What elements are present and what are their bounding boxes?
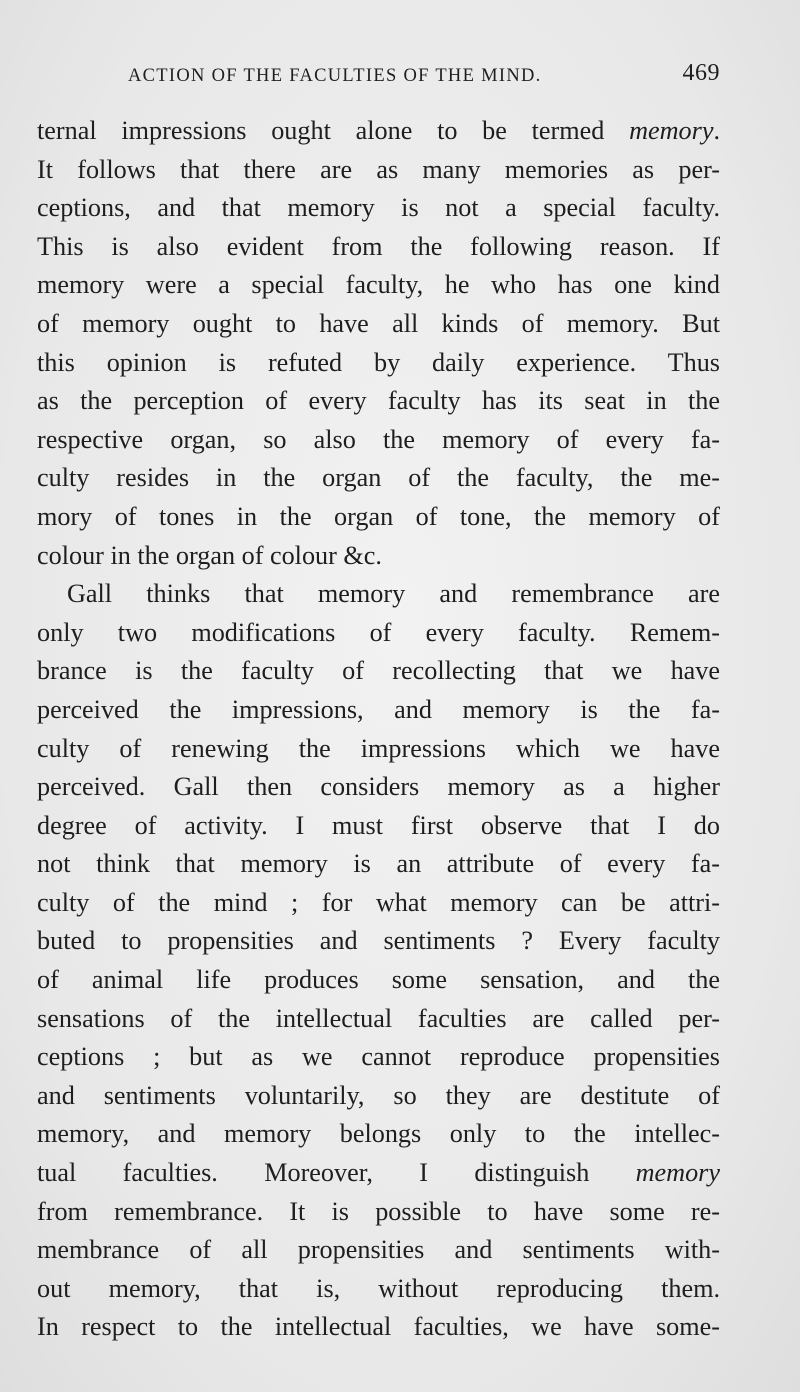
text-segment: mory of tones in the organ of tone, the memory of <box>37 501 720 531</box>
text-line <box>37 459 720 498</box>
text-segment: In respect to the intellectual faculties, we have some- <box>37 1312 720 1342</box>
text-segment: respective organ, so also the memory of every fa- <box>37 424 720 454</box>
text-segment: culty of the mind ; for what memory can be attri- <box>37 887 720 917</box>
text-line <box>37 498 720 537</box>
text-line <box>37 228 720 267</box>
text-line <box>37 922 720 961</box>
text-segment: membrance of all propensities and sentiments with- <box>37 1235 720 1265</box>
text-line <box>37 845 720 884</box>
text-segment: brance is the faculty of recollecting that we have <box>37 656 720 686</box>
text-segment: ternal impressions ought alone to be termed <box>37 116 630 145</box>
text-line <box>37 421 720 460</box>
text-line <box>37 537 720 576</box>
text-segment: culty resides in the organ of the faculty, the me- <box>37 463 720 493</box>
text-segment: of animal life produces some sensation, and the <box>37 965 720 995</box>
text-line <box>37 614 720 653</box>
text-line <box>37 1154 720 1193</box>
text-segment: not think that memory is an attribute of every fa- <box>37 849 720 879</box>
text-segment: and sentiments voluntarily, so they are destitute of <box>37 1080 720 1110</box>
text-segment: ceptions, and that memory is not a special faculty. <box>37 193 720 223</box>
text-line <box>37 1000 720 1039</box>
text-line <box>37 151 720 190</box>
text-segment: colour in the organ of colour &c. <box>37 540 382 570</box>
text-segment: tual faculties. Moreover, I distinguish <box>37 1158 636 1188</box>
text-line <box>37 1270 720 1309</box>
text-line <box>37 768 720 807</box>
text-line <box>37 344 720 383</box>
text-line <box>37 884 720 923</box>
text-line <box>37 1231 720 1270</box>
text-line <box>37 1038 720 1077</box>
text-line <box>37 382 720 421</box>
text-segment: out memory, that is, without reproducing them. <box>37 1273 720 1303</box>
text-segment: culty of renewing the impressions which we have <box>37 733 720 763</box>
running-head <box>128 60 720 94</box>
text-line <box>37 575 720 614</box>
text-segment: perceived the impressions, and memory is the fa- <box>37 694 720 724</box>
text-segment: ceptions ; but as we cannot reproduce propensities <box>37 1042 720 1072</box>
text-line <box>37 112 720 151</box>
text-line <box>37 961 720 1000</box>
text-segment: only two modifications of every faculty. Remem- <box>37 617 720 647</box>
text-line <box>37 652 720 691</box>
text-segment: This is also evident from the following reason. If <box>37 231 720 261</box>
running-title: ACTION OF THE FACULTIES OF THE MIND. <box>128 66 542 86</box>
text-line <box>37 1308 720 1347</box>
text-segment: memory were a special faculty, he who has one kind <box>37 270 720 300</box>
text-line <box>37 189 720 228</box>
text-segment: memory, and memory belongs only to the intellec- <box>37 1119 720 1149</box>
text-segment: of memory ought to have all kinds of memory. But <box>37 308 720 338</box>
text-segment: from remembrance. It is possible to have some re- <box>37 1196 720 1226</box>
text-segment: sensations of the intellectual faculties are called per- <box>37 1003 720 1033</box>
text-line <box>37 305 720 344</box>
text-line <box>37 1193 720 1232</box>
text-line <box>37 730 720 769</box>
text-line <box>37 1115 720 1154</box>
text-segment: as the perception of every faculty has its seat in the <box>37 386 720 416</box>
italic-text: memory <box>629 116 714 145</box>
text-segment: perceived. Gall then considers memory as a higher <box>37 772 720 802</box>
text-segment: It follows that there are as many memories as per- <box>37 154 720 184</box>
text-line <box>37 807 720 846</box>
text-line <box>37 1077 720 1116</box>
text-line <box>37 266 720 305</box>
page-number: 469 <box>682 60 720 86</box>
text-segment: buted to propensities and sentiments ? Every faculty <box>37 926 720 956</box>
text-segment: degree of activity. I must first observe that I do <box>37 810 720 840</box>
italic-text: memory <box>635 1158 720 1188</box>
text-line <box>37 691 720 730</box>
body-text <box>37 112 720 1347</box>
text-segment: Gall thinks that memory and remembrance are <box>67 579 720 609</box>
text-segment: this opinion is refuted by daily experience. Thus <box>37 347 720 377</box>
text-segment: . <box>713 116 720 145</box>
